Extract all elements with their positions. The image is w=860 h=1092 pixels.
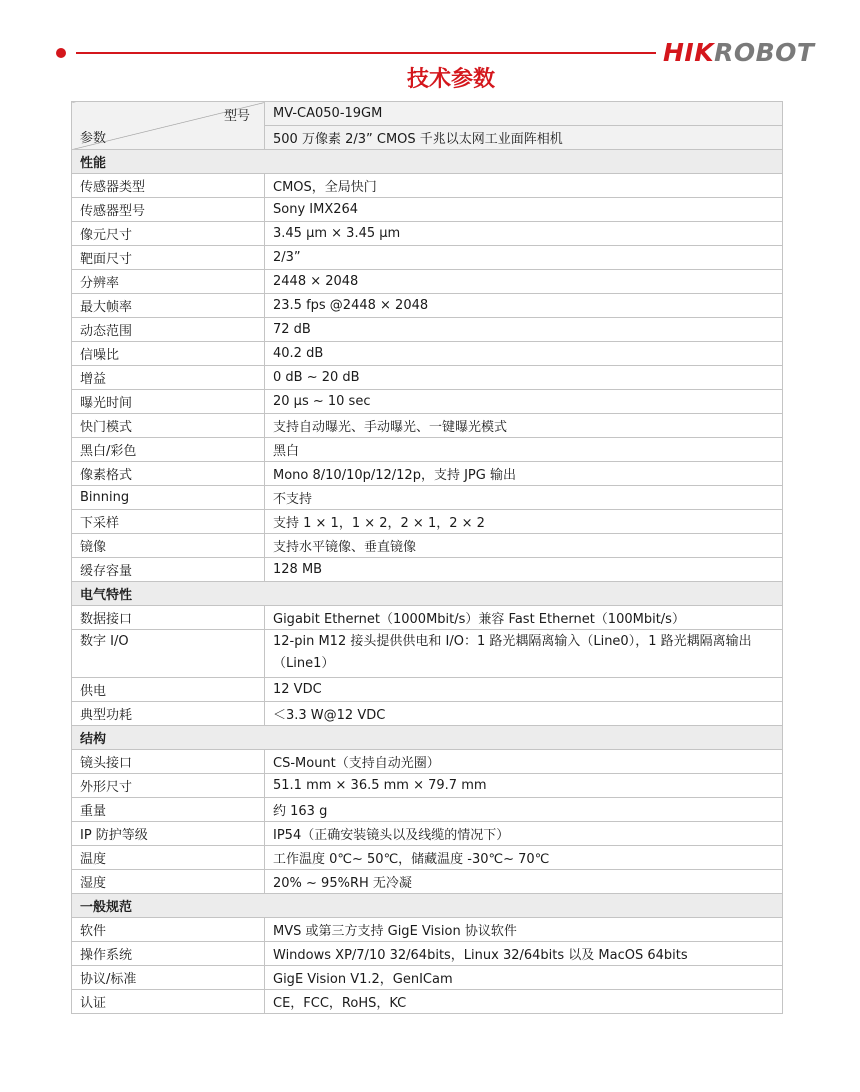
table-row <box>72 918 783 942</box>
table-row <box>72 222 783 246</box>
table-row <box>72 414 783 438</box>
param-name: 传感器型号 <box>72 198 265 222</box>
table-row <box>72 846 783 870</box>
param-value: 128 MB <box>265 558 783 582</box>
param-value: 黑白 <box>265 438 783 462</box>
header-dot <box>56 48 66 58</box>
table-row <box>72 390 783 414</box>
param-value: 20 μs ~ 10 sec <box>265 390 783 414</box>
param-value: 2448 × 2048 <box>265 270 783 294</box>
param-name: 传感器类型 <box>72 174 265 198</box>
param-name: 最大帧率 <box>72 294 265 318</box>
param-label: 参数 <box>80 131 107 146</box>
param-value: Mono 8/10/10p/12/12p，支持 JPG 输出 <box>265 462 783 486</box>
section-title: 电气特性 <box>72 582 783 606</box>
param-name: 镜头接口 <box>72 750 265 774</box>
table-row <box>72 870 783 894</box>
param-name: 下采样 <box>72 510 265 534</box>
model-value: MV-CA050-19GM <box>265 102 783 126</box>
param-name: 温度 <box>72 846 265 870</box>
param-name: 数据接口 <box>72 606 265 630</box>
param-name: 像素格式 <box>72 462 265 486</box>
param-name: 重量 <box>72 798 265 822</box>
logo-part-robot: ROBOT <box>714 38 815 67</box>
section-title: 结构 <box>72 726 783 750</box>
param-value: 2/3” <box>265 246 783 270</box>
param-name: 供电 <box>72 678 265 702</box>
table-row <box>72 462 783 486</box>
param-value: Windows XP/7/10 32/64bits，Linux 32/64bits 以及 MacOS 64bits <box>265 942 783 966</box>
param-value: ＜3.3 W@12 VDC <box>265 702 783 726</box>
param-name: 数字 I/O <box>72 630 265 678</box>
param-value: CS-Mount（支持自动光圈） <box>265 750 783 774</box>
table-head-row <box>72 102 783 126</box>
table-row <box>72 966 783 990</box>
param-value: 40.2 dB <box>265 342 783 366</box>
param-value: GigE Vision V1.2，GenICam <box>265 966 783 990</box>
diagonal-header-cell <box>72 102 265 150</box>
param-name: 协议/标准 <box>72 966 265 990</box>
table-row <box>72 342 783 366</box>
param-value: 0 dB ~ 20 dB <box>265 366 783 390</box>
param-name: 靶面尺寸 <box>72 246 265 270</box>
param-value: 工作温度 0℃~ 50℃，储藏温度 -30℃~ 70℃ <box>265 846 783 870</box>
table-row <box>72 198 783 222</box>
param-value: 12 VDC <box>265 678 783 702</box>
section-row <box>72 582 783 606</box>
table-row <box>72 486 783 510</box>
table-row <box>72 294 783 318</box>
logo-part-hik: HIK <box>663 38 715 67</box>
param-name: 像元尺寸 <box>72 222 265 246</box>
param-value: 支持自动曝光、手动曝光、一键曝光模式 <box>265 414 783 438</box>
param-value: Gigabit Ethernet（1000Mbit/s）兼容 Fast Ethernet（100Mbit/s） <box>265 606 783 630</box>
table-row <box>72 318 783 342</box>
param-name: 快门模式 <box>72 414 265 438</box>
spec-table <box>71 101 783 1014</box>
param-value: 3.45 μm × 3.45 μm <box>265 222 783 246</box>
table-row <box>72 270 783 294</box>
table-row <box>72 942 783 966</box>
table-row <box>72 366 783 390</box>
page-title: 技术参数 <box>406 67 495 92</box>
section-row <box>72 150 783 174</box>
param-value: 72 dB <box>265 318 783 342</box>
table-row <box>72 534 783 558</box>
section-title: 性能 <box>72 150 783 174</box>
param-name: 增益 <box>72 366 265 390</box>
table-row <box>72 510 783 534</box>
header-rule <box>76 52 656 54</box>
table-row <box>72 438 783 462</box>
param-name: 操作系统 <box>72 942 265 966</box>
param-name: 黑白/彩色 <box>72 438 265 462</box>
param-value: 支持水平镜像、垂直镜像 <box>265 534 783 558</box>
table-row <box>72 702 783 726</box>
param-value: 23.5 fps @2448 × 2048 <box>265 294 783 318</box>
param-value: MVS 或第三方支持 GigE Vision 协议软件 <box>265 918 783 942</box>
param-name: 动态范围 <box>72 318 265 342</box>
param-value: 支持 1 × 1，1 × 2，2 × 1，2 × 2 <box>265 510 783 534</box>
table-row <box>72 606 783 630</box>
table-row <box>72 822 783 846</box>
model-label: 型号 <box>223 109 250 124</box>
param-value: IP54（正确安装镜头以及线缆的情况下） <box>265 822 783 846</box>
param-value: CE，FCC，RoHS，KC <box>265 990 783 1014</box>
param-name: 镜像 <box>72 534 265 558</box>
table-row <box>72 174 783 198</box>
section-row <box>72 726 783 750</box>
param-value: 12-pin M12 接头提供供电和 I/O：1 路光耦隔离输入（Line0），1 路光耦隔离输出（Line1） <box>265 630 783 678</box>
table-row <box>72 678 783 702</box>
param-name: 信噪比 <box>72 342 265 366</box>
table-row <box>72 774 783 798</box>
model-description: 500 万像素 2/3” CMOS 千兆以太网工业面阵相机 <box>265 126 783 150</box>
param-value: 约 163 g <box>265 798 783 822</box>
table-row <box>72 990 783 1014</box>
param-value: 不支持 <box>265 486 783 510</box>
table-row <box>72 246 783 270</box>
param-value: Sony IMX264 <box>265 198 783 222</box>
param-name: IP 防护等级 <box>72 822 265 846</box>
param-name: 曝光时间 <box>72 390 265 414</box>
param-name: Binning <box>72 486 265 510</box>
table-row <box>72 798 783 822</box>
param-value: 20% ~ 95%RH 无冷凝 <box>265 870 783 894</box>
section-row <box>72 894 783 918</box>
table-row <box>72 750 783 774</box>
param-name: 外形尺寸 <box>72 774 265 798</box>
param-name: 缓存容量 <box>72 558 265 582</box>
param-name: 软件 <box>72 918 265 942</box>
param-value: 51.1 mm × 36.5 mm × 79.7 mm <box>265 774 783 798</box>
table-row <box>72 558 783 582</box>
param-name: 湿度 <box>72 870 265 894</box>
param-name: 典型功耗 <box>72 702 265 726</box>
section-title: 一般规范 <box>72 894 783 918</box>
param-name: 分辨率 <box>72 270 265 294</box>
param-name: 认证 <box>72 990 265 1014</box>
table-row <box>72 630 783 678</box>
param-value: CMOS，全局快门 <box>265 174 783 198</box>
page-header <box>0 0 860 100</box>
